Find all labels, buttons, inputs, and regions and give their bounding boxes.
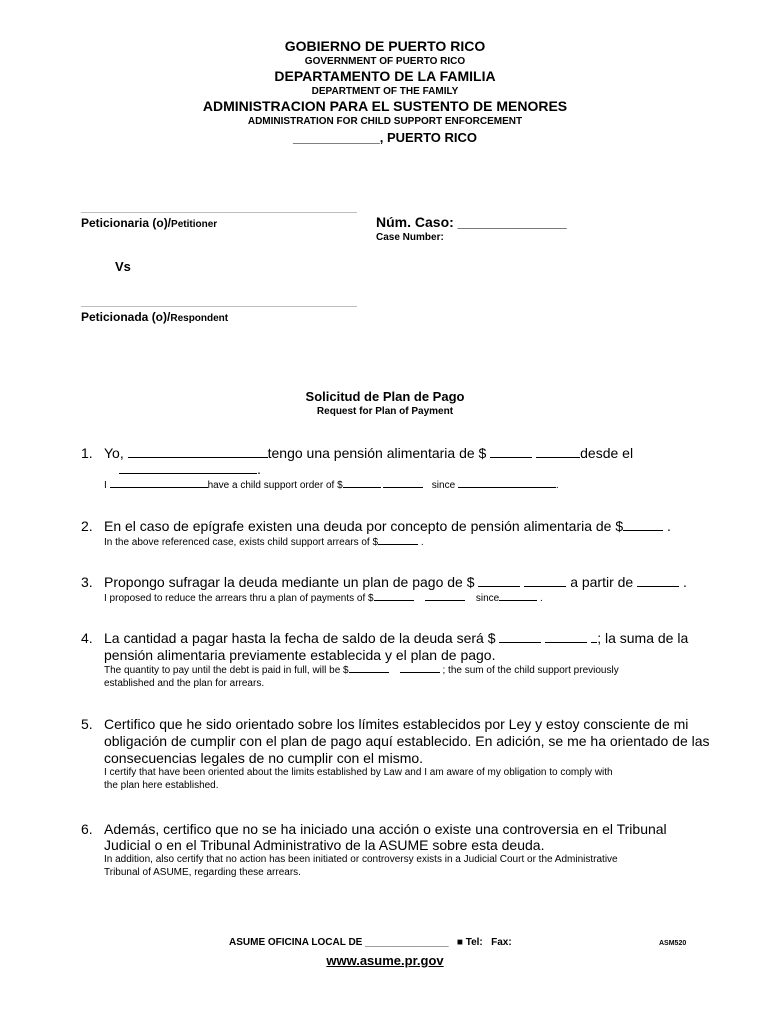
item-2-en-a: In the above referenced case, exists child support arrears of $ — [104, 537, 379, 548]
footer-office — [229, 937, 512, 948]
form-code: ASM520 — [659, 940, 687, 947]
item-4-en-b: ; the sum of the child support previously — [442, 665, 619, 676]
name-field-en[interactable] — [110, 478, 208, 488]
item-2-es-a: En el caso de epígrafe existen una deuda por concepto de pensión alimentaria de $ — [104, 518, 624, 534]
total-amount-field-1[interactable] — [499, 630, 541, 643]
total-amount-field-en-1[interactable] — [349, 663, 389, 673]
item-3-en-a: I proposed to reduce the arrears thru a plan of payments of $ — [104, 593, 374, 604]
item-4-es — [104, 630, 688, 646]
item-1-number: 1. — [81, 445, 93, 461]
pension-amount-field-1[interactable] — [490, 445, 532, 458]
header-admin-es: ADMINISTRACION PARA EL SUSTENTO DE MENORES — [202, 98, 568, 114]
item-1-es-c: desde el — [580, 445, 634, 461]
item-2-es-b: . — [667, 518, 671, 534]
bullet-icon: ■ — [456, 937, 463, 948]
form-subtitle: Request for Plan of Payment — [316, 406, 454, 417]
header-admin-en: ADMINISTRATION FOR CHILD SUPPORT ENFORCEMENT — [247, 116, 523, 127]
plan-amount-field-2[interactable] — [524, 574, 566, 587]
item-6-es-line2: Judicial o en el Tribunal Administrativo de la ASUME sobre esta deuda. — [104, 837, 545, 853]
case-number-label-en: Case Number: — [376, 232, 444, 243]
item-2-en-b: . — [420, 537, 424, 548]
item-4-en-line2: established and the plan for arrears. — [104, 678, 265, 689]
respondent-label — [81, 310, 228, 324]
item-6-en-line1: In addition, also certify that no action has been initiated or controversy exists in a Judicial Court or the Administrative — [104, 854, 618, 865]
item-6-en-line2: Tribunal of ASUME, regarding these arrears. — [104, 867, 301, 878]
item-1-es-line2 — [119, 461, 261, 477]
item-3-en-c: . — [540, 593, 543, 604]
item-4-en-a: The quantity to pay until the debt is paid in full, will be $ — [104, 665, 349, 676]
item-1-en — [104, 478, 559, 492]
form-title: Solicitud de Plan de Pago — [305, 389, 465, 404]
footer-tel: Tel: — [465, 937, 483, 948]
item-5-es-line2: obligación de cumplir con el plan de pago aquí establecido. En adición, se me ha orientado de las — [104, 733, 710, 749]
header-location: ____________, PUERTO RICO — [292, 130, 478, 145]
plan-amount-field-1[interactable] — [478, 574, 520, 587]
item-4-es-b: ; la suma de la — [597, 630, 689, 646]
item-1-es-b: tengo una pensión alimentaria de $ — [267, 445, 487, 461]
item-4-number: 4. — [81, 630, 93, 646]
item-1-es — [104, 445, 633, 461]
item-3-en — [104, 591, 543, 605]
item-4-es-line2: pensión alimentaria previamente establecida y el plan de pago. — [104, 647, 496, 663]
item-3-es — [104, 574, 687, 590]
arrears-amount-field[interactable] — [623, 518, 663, 531]
item-1-en-c: since — [431, 480, 456, 491]
item-3-es-c: . — [683, 574, 687, 590]
start-date-field[interactable] — [119, 461, 257, 474]
item-5-en-line2: the plan here established. — [104, 780, 219, 791]
plan-since-date-field[interactable] — [499, 591, 537, 601]
footer-fax: Fax: — [491, 937, 512, 948]
item-1-en-b: have a child support order of $ — [207, 480, 343, 491]
arrears-amount-field-en[interactable] — [378, 535, 418, 545]
respondent-label-en: Respondent — [170, 313, 229, 324]
since-date-field[interactable] — [458, 478, 556, 488]
item-2-number: 2. — [81, 518, 93, 534]
petitioner-label-es: Peticionaria (o)/ — [81, 216, 172, 230]
total-amount-field-en-2[interactable] — [400, 663, 440, 673]
header-gov-en: GOVERNMENT OF PUERTO RICO — [304, 56, 466, 67]
item-2-en — [104, 535, 424, 549]
item-4-en — [104, 663, 619, 677]
item-5-number: 5. — [81, 716, 93, 732]
item-2-es — [104, 518, 671, 534]
footer-office-label: ASUME OFICINA LOCAL DE _______________ — [229, 937, 449, 948]
header-gov-es: GOBIERNO DE PUERTO RICO — [284, 38, 486, 54]
petitioner-label-en: Petitioner — [171, 219, 218, 230]
item-5-es-line1: Certifico que he sido orientado sobre los límites establecidos por Ley y estoy consciente de mi — [104, 716, 689, 732]
case-number-label: Núm. Caso: ______________ — [376, 214, 567, 230]
header-dept-es: DEPARTAMENTO DE LA FAMILIA — [274, 68, 496, 84]
respondent-label-es: Peticionada (o)/ — [81, 310, 171, 324]
versus-label: Vs — [115, 259, 131, 274]
respondent-signature-line — [81, 306, 357, 307]
item-6-number: 6. — [81, 821, 93, 837]
item-1-en-d: . — [555, 480, 559, 491]
header-dept-en: DEPARTMENT OF THE FAMILY — [311, 86, 459, 97]
name-field[interactable] — [128, 445, 268, 458]
total-amount-field-2[interactable] — [545, 630, 587, 643]
petitioner-label — [81, 216, 217, 230]
plan-amount-field-en-2[interactable] — [425, 591, 465, 601]
plan-amount-field-en-1[interactable] — [374, 591, 414, 601]
pension-amount-field-2[interactable] — [536, 445, 580, 458]
petitioner-signature-line — [81, 212, 357, 213]
item-3-es-b: a partir de — [570, 574, 634, 590]
item-1-en-a: I — [104, 480, 107, 491]
item-1-es-d: . — [257, 461, 261, 477]
item-3-number: 3. — [81, 574, 93, 590]
order-amount-field-1[interactable] — [343, 478, 381, 488]
plan-start-date-field[interactable] — [637, 574, 679, 587]
item-5-es-line3: consecuencias legales de no cumplir con el mismo. — [104, 750, 424, 766]
item-1-es-a: Yo, — [104, 445, 124, 461]
item-3-en-b: since — [475, 593, 500, 604]
item-3-es-a: Propongo sufragar la deuda mediante un plan de pago de $ — [104, 574, 475, 590]
item-4-es-a: La cantidad a pagar hasta la fecha de saldo de la deuda será $ — [104, 630, 496, 646]
item-6-es-line1: Además, certifico que no se ha iniciado una acción o existe una controversia en el Tribunal — [104, 821, 667, 837]
item-5-en-line1: I certify that have been oriented about the limits established by Law and I am aware of my obligation to comply with — [104, 767, 613, 778]
order-amount-field-2[interactable] — [383, 478, 423, 488]
website-link[interactable]: www.asume.pr.gov — [326, 953, 444, 968]
